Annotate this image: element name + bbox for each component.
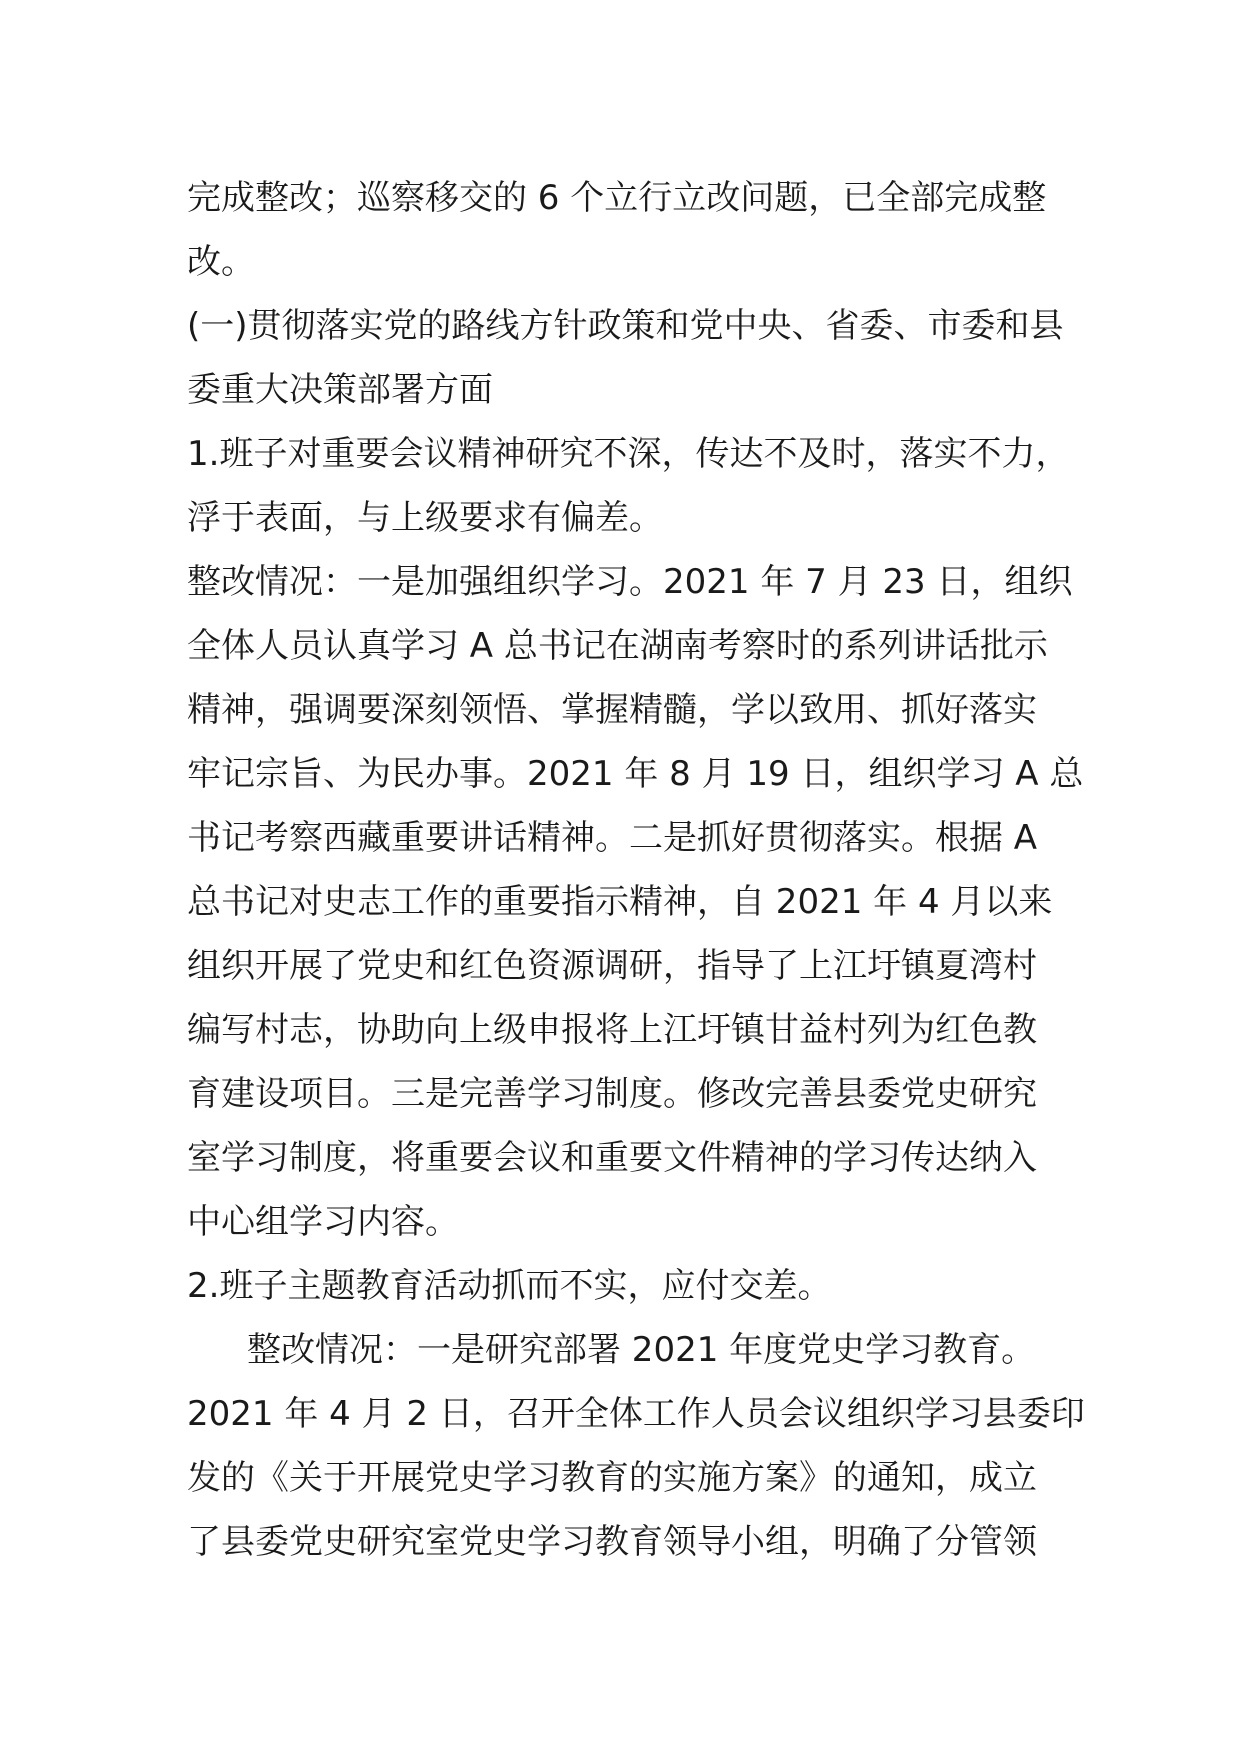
paragraph-line: 发的《关于开展党史学习教育的实施方案》的通知，成立	[187, 1458, 1037, 1498]
paragraph-line: 室学习制度，将重要会议和重要文件精神的学习传达纳入	[187, 1138, 1037, 1178]
section-heading-line: 委重大决策部署方面	[187, 370, 493, 410]
issue-heading-line: 2.班子主题教育活动抓而不实，应付交差。	[187, 1266, 832, 1306]
paragraph-line: 整改情况：一是加强组织学习。2021 年 7 月 23 日，组织	[187, 562, 1073, 602]
paragraph-line: 书记考察西藏重要讲话精神。二是抓好贯彻落实。根据 A	[187, 818, 1038, 858]
paragraph-line: 精神，强调要深刻领悟、掌握精髓，学以致用、抓好落实	[187, 690, 1037, 730]
paragraph-line: 编写村志，协助向上级申报将上江圩镇甘益村列为红色教	[187, 1010, 1037, 1050]
paragraph-line: 育建设项目。三是完善学习制度。修改完善县委党史研究	[187, 1074, 1037, 1114]
issue-heading-line: 1.班子对重要会议精神研究不深，传达不及时，落实不力，	[187, 434, 1070, 474]
paragraph-line: 改。	[187, 242, 255, 282]
paragraph-line: 牢记宗旨、为民办事。2021 年 8 月 19 日，组织学习 A 总	[187, 754, 1084, 794]
paragraph-line: 中心组学习内容。	[187, 1202, 459, 1242]
paragraph-line: 2021 年 4 月 2 日，召开全体工作人员会议组织学习县委印	[187, 1394, 1085, 1434]
paragraph-line: 总书记对史志工作的重要指示精神，自 2021 年 4 月以来	[187, 882, 1053, 922]
paragraph-line: 组织开展了党史和红色资源调研，指导了上江圩镇夏湾村	[187, 946, 1037, 986]
paragraph-line: 完成整改；巡察移交的 6 个立行立改问题，已全部完成整	[187, 178, 1047, 218]
issue-heading-line: 浮于表面，与上级要求有偏差。	[187, 498, 663, 538]
paragraph-line: 全体人员认真学习 A 总书记在湖南考察时的系列讲话批示	[187, 626, 1048, 666]
section-heading-line: (一)贯彻落实党的路线方针政策和党中央、省委、市委和县	[187, 306, 1064, 346]
document-body	[187, 166, 1087, 1574]
paragraph-line: 整改情况：一是研究部署 2021 年度党史学习教育。	[247, 1330, 1036, 1370]
paragraph-line: 了县委党史研究室党史学习教育领导小组，明确了分管领	[187, 1522, 1037, 1562]
